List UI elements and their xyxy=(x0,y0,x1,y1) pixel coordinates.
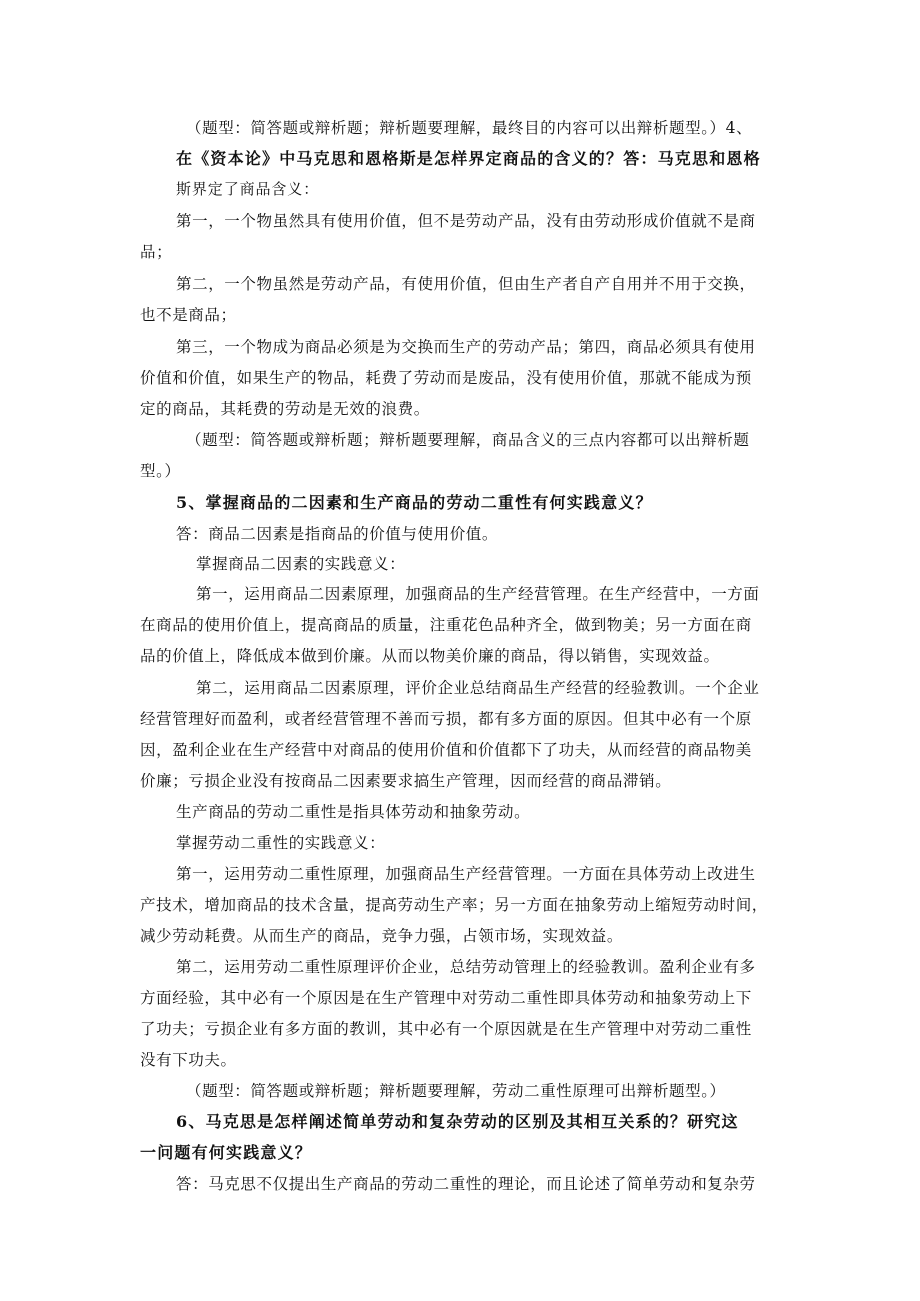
text-line: 第一，运用劳动二重性原理，加强商品生产经营管理。一方面在具体劳动上改进生 xyxy=(176,865,756,883)
text-line: 因，盈利企业在生产经营中对商品的使用价值和价值都下了功夫，从而经营的商品物美 xyxy=(140,741,752,759)
text-line: 型。） xyxy=(140,462,181,480)
text-line: 没有下功夫。 xyxy=(140,1051,237,1069)
text-line: 也不是商品； xyxy=(140,306,237,324)
text-line: 答：马克思不仅提出生产商品的劳动二重性的理论，而且论述了简单劳动和复杂劳 xyxy=(176,1175,756,1193)
text-line: 第二，运用劳动二重性原理评价企业，总结劳动管理上的经验教训。盈利企业有多 xyxy=(176,958,756,976)
text-line: 定的商品，其耗费的劳动是无效的浪费。 xyxy=(140,400,430,418)
text-line: 第一，运用商品二因素原理，加强商品的生产经营管理。在生产经营中，一方面 xyxy=(196,585,760,603)
text-line: 第二，一个物虽然是劳动产品，有使用价值，但由生产者自产自用并不用于交换， xyxy=(176,275,756,293)
text-line: 品的价值上，降低成本做到价廉。从而以物美价廉的商品，得以销售，实现效益。 xyxy=(140,647,720,665)
text-line: 在商品的使用价值上，提高商品的质量，注重花色品种齐全，做到物美；另一方面在商 xyxy=(140,616,752,634)
text-line: （题型：简答题或辩析题；辩析题要理解，最终目的内容可以出辩析题型。）4、 xyxy=(186,119,753,137)
text-line: （题型：简答题或辩析题；辩析题要理解，商品含义的三点内容都可以出辩析题 xyxy=(186,431,750,449)
text-line: 价值和价值，如果生产的物品，耗费了劳动而是废品，没有使用价值，那就不能成为预 xyxy=(140,369,752,387)
question-heading: 5、掌握商品的二因素和生产商品的劳动二重性有何实践意义？ xyxy=(176,493,653,512)
text-line: 生产商品的劳动二重性是指具体劳动和抽象劳动。 xyxy=(176,803,531,821)
text-line: 答：商品二因素是指商品的价值与使用价值。 xyxy=(176,525,499,543)
question-heading: 6、马克思是怎样阐述简单劳动和复杂劳动的区别及其相互关系的？研究这 xyxy=(176,1112,739,1131)
text-line: （题型：简答题或辩析题；辩析题要理解，劳动二重性原理可出辩析题型。） xyxy=(186,1082,726,1100)
text-line: 第二，运用商品二因素原理，评价企业总结商品生产经营的经验教训。一个企业 xyxy=(196,679,760,697)
text-line: 减少劳动耗费。从而生产的商品，竞争力强，占领市场，实现效益。 xyxy=(140,927,624,945)
text-line: 斯界定了商品含义： xyxy=(176,180,320,198)
text-line: 产技术，增加商品的技术含量，提高劳动生产率；另一方面在抽象劳动上缩短劳动时间， xyxy=(140,896,768,914)
text-line: 了功夫；亏损企业有多方面的教训，其中必有一个原因就是在生产管理中对劳动二重性 xyxy=(140,1020,752,1038)
text-line: 品； xyxy=(140,243,173,261)
text-line: 方面经验，其中必有一个原因是在生产管理中对劳动二重性即具体劳动和抽象劳动上下 xyxy=(140,989,752,1007)
text-line: 第三，一个物成为商品必须是为交换而生产的劳动产品；第四，商品必须具有使用 xyxy=(176,338,756,356)
text-line: 掌握劳动二重性的实践意义： xyxy=(176,834,386,852)
text-line: 掌握商品二因素的实践意义： xyxy=(196,555,406,573)
question-heading: 在《资本论》中马克思和恩格斯是怎样界定商品的含义的？答：马克思和恩格 xyxy=(176,149,761,168)
question-heading: 一问题有何实践意义？ xyxy=(140,1143,313,1162)
text-line: 经营管理好而盈利，或者经营管理不善而亏损，都有多方面的原因。但其中必有一个原 xyxy=(140,710,752,728)
text-line: 价廉；亏损企业没有按商品二因素要求搞生产管理，因而经营的商品滞销。 xyxy=(140,772,672,790)
text-line: 第一，一个物虽然具有使用价值，但不是劳动产品，没有由劳动形成价值就不是商 xyxy=(176,212,756,230)
